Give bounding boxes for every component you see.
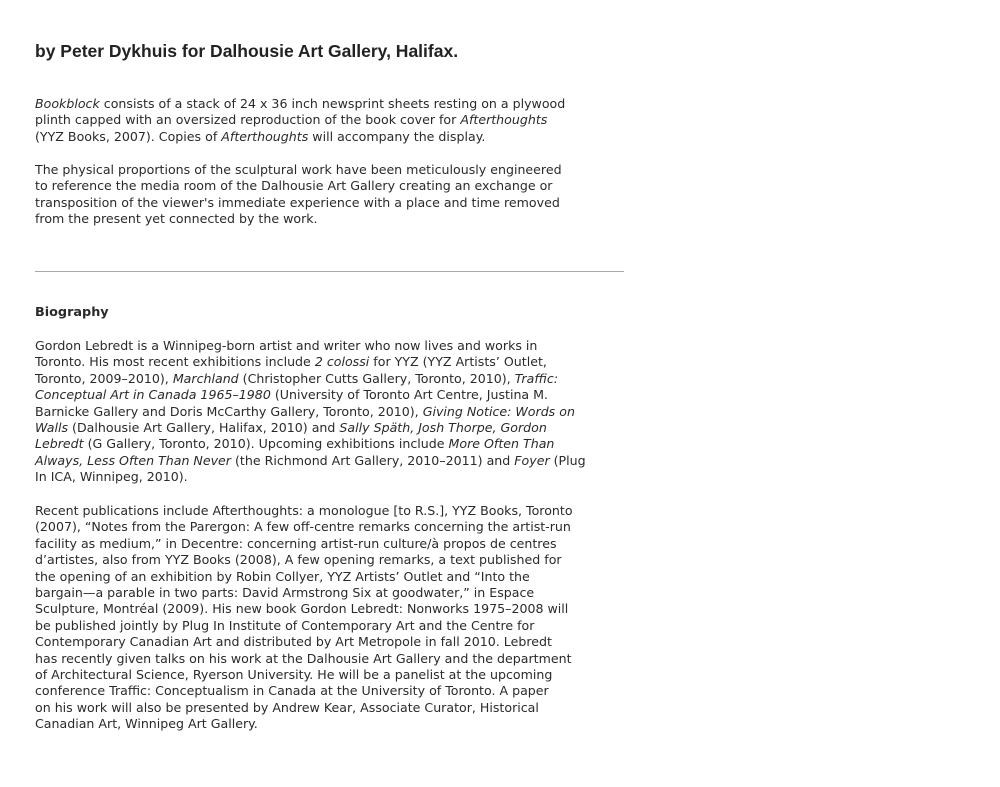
text-run: will accompany the display. [308, 128, 486, 144]
italic-title: Traffic: [514, 370, 559, 386]
text-run: Toronto. His most recent exhibitions include [35, 354, 315, 370]
text-run: Canadian Art, Winnipeg Art Gallery. [35, 716, 258, 732]
text-run: Barnicke Gallery and Doris McCarthy Gallery, Toronto, 2010), [35, 403, 423, 419]
text-line [35, 162, 562, 178]
italic-title: Always, Less Often Than Never [35, 452, 231, 468]
text-run: The physical proportions of the sculptural work have been meticulously engineered [35, 162, 562, 177]
text-run: from the present yet connected by the work. [35, 211, 318, 227]
text-line [35, 585, 573, 601]
italic-title: Walls [35, 420, 69, 436]
text-run: (Christopher Cutts Gallery, Toronto, 2010), [238, 370, 515, 386]
text-line [35, 618, 573, 634]
text-line [35, 519, 573, 535]
text-run: bargain—a parable in two parts: David Armstrong Six at goodwater,” in Espace [35, 585, 535, 601]
biography-paragraph-1 [35, 338, 586, 486]
text-run: for YYZ (YYZ Artists’ Outlet, [369, 354, 547, 370]
text-line [35, 129, 565, 145]
text-run: In ICA, Winnipeg, 2010). [35, 469, 188, 485]
text-line [35, 371, 586, 387]
italic-title: Afterthoughts [221, 128, 309, 144]
text-run: Toronto, 2009–2010), [35, 370, 173, 386]
text-run: (University of Toronto Art Centre, Justina M. [270, 387, 549, 403]
text-run: (Dalhousie Art Gallery, Halifax, 2010) and [68, 420, 340, 436]
text-run: conference Traffic: Conceptualism in Canada at the University of Toronto. A paper [35, 683, 549, 699]
text-line [35, 436, 586, 452]
text-run: d’artistes, also from YYZ Books (2008), A few opening remarks, a text published for [35, 552, 562, 568]
text-run: Sculpture, Montréal (2009). His new book Gordon Lebredt: Nonworks 1975–2008 will [35, 601, 569, 617]
text-run: Recent publications include Afterthoughts: a monologue [to R.S.], YYZ Books, Toronto [35, 503, 573, 518]
italic-title: More Often Than [448, 436, 555, 452]
text-run: (2007), “Notes from the Parergon: A few off-centre remarks concerning the artist-run [35, 519, 571, 535]
text-line [35, 469, 586, 485]
text-line [35, 667, 573, 683]
text-run: (Plug [549, 452, 586, 468]
section-divider [35, 271, 624, 272]
text-line [35, 178, 562, 194]
proportions-paragraph [35, 162, 562, 228]
text-line [35, 354, 586, 370]
text-run: of Architectural Science, Ryerson University. He will be a panelist at the upcoming [35, 667, 553, 683]
text-line [35, 634, 573, 650]
italic-title: Lebredt [35, 436, 84, 452]
text-line [35, 211, 562, 227]
text-run: Gordon Lebredt is a Winnipeg-born artist and writer who now lives and works in [35, 338, 538, 353]
text-line [35, 112, 565, 128]
text-run: the opening of an exhibition by Robin Collyer, YYZ Artists’ Outlet and “Into the [35, 568, 530, 584]
document-heading: by Peter Dykhuis for Dalhousie Art Gallery, Halifax. [35, 41, 459, 61]
text-line [35, 338, 586, 354]
text-line [35, 601, 573, 617]
intro-paragraph [35, 96, 565, 145]
biography-paragraph-2 [35, 503, 573, 733]
italic-title: 2 colossi [314, 354, 370, 370]
text-line [35, 716, 573, 732]
text-run: (the Richmond Art Gallery, 2010–2011) and [230, 452, 515, 468]
italic-title: Marchland [172, 370, 239, 386]
text-line [35, 536, 573, 552]
text-line [35, 96, 565, 112]
italic-title: Conceptual Art in Canada 1965–1980 [35, 387, 271, 403]
text-line [35, 195, 562, 211]
text-line [35, 700, 573, 716]
text-run: (G Gallery, Toronto, 2010). Upcoming exhibitions include [83, 436, 449, 452]
italic-title: Foyer [514, 452, 550, 468]
text-run: has recently given talks on his work at the Dalhousie Art Gallery and the department [35, 650, 572, 666]
text-run: facility as medium,” in Decentre: concerning artist-run culture/à propos de centres [35, 535, 557, 551]
text-line [35, 404, 586, 420]
text-line [35, 651, 573, 667]
text-line [35, 420, 586, 436]
text-run: on his work will also be presented by Andrew Kear, Associate Curator, Historical [35, 699, 539, 715]
text-run: plinth capped with an oversized reproduction of the book cover for [35, 112, 461, 128]
text-line [35, 503, 573, 519]
text-line [35, 552, 573, 568]
text-run: transposition of the viewer's immediate experience with a place and time removed [35, 194, 560, 210]
italic-title: Bookblock [35, 96, 100, 111]
italic-title: Sally Späth, Josh Thorpe, Gordon [339, 420, 547, 436]
text-line [35, 387, 586, 403]
biography-heading: Biography [35, 305, 109, 320]
text-run: consists of a stack of 24 x 36 inch newsprint sheets resting on a plywood [99, 96, 566, 111]
text-run: (YYZ Books, 2007). Copies of [35, 128, 222, 144]
text-run: to reference the media room of the Dalhousie Art Gallery creating an exchange or [35, 178, 553, 194]
text-line [35, 569, 573, 585]
text-line [35, 453, 586, 469]
italic-title: Giving Notice: Words on [422, 403, 575, 419]
text-run: Contemporary Canadian Art and distributed by Art Metropole in fall 2010. Lebredt [35, 634, 552, 650]
italic-title: Afterthoughts [460, 112, 548, 128]
text-line [35, 683, 573, 699]
text-run: be published jointly by Plug In Institute of Contemporary Art and the Centre for [35, 617, 535, 633]
